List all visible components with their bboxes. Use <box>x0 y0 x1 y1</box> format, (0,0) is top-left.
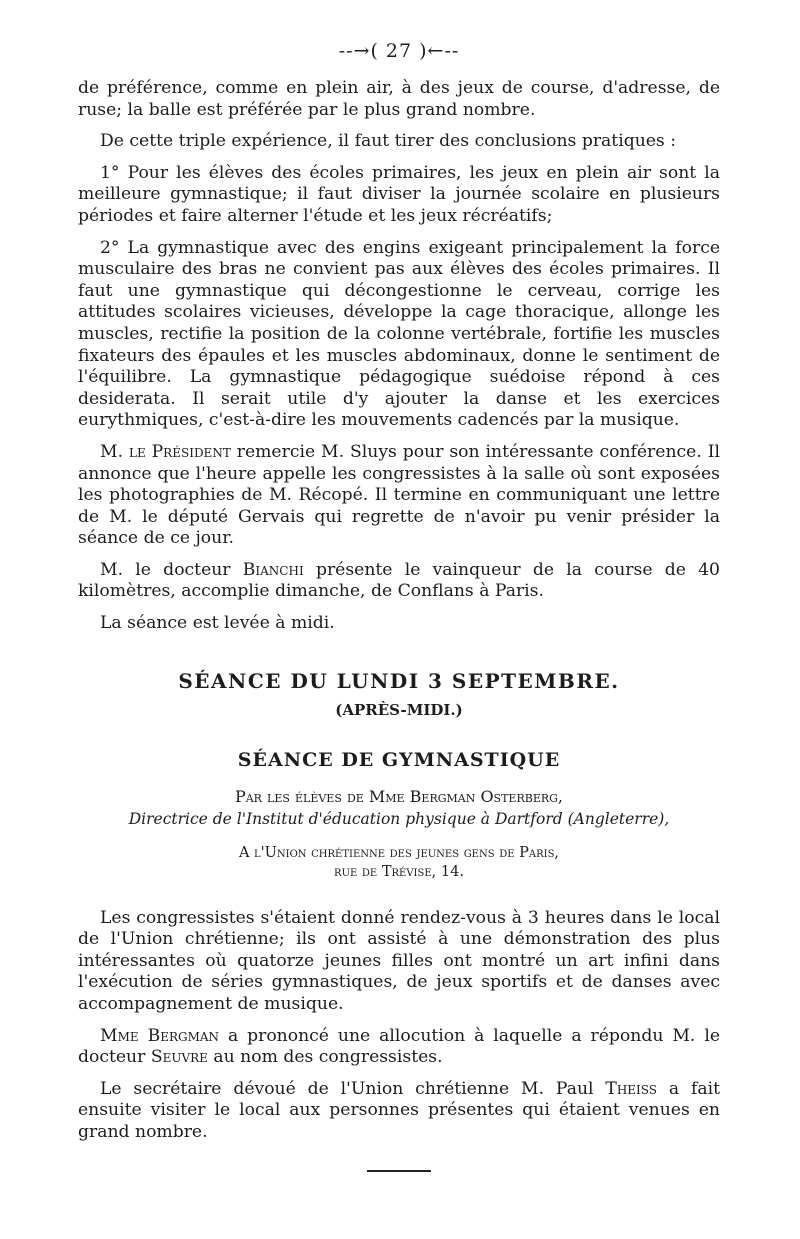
speaker-name: M. le Président <box>100 441 231 462</box>
byline-name: Mme Bergman Osterberg, <box>368 786 564 806</box>
paragraph-demonstration: Les congressistes s'étaient donné rendez-vous à 3 heures dans le local de l'Union chrétienne; ils ont assisté à une démonstration des plus intéressantes où quatorze jeunes filles ont montré un art infini dans l'exécution de séries gymnastiques, de jeux sportifs et de danses avec accompagnement de musique. <box>78 907 720 1015</box>
page <box>78 40 720 1172</box>
seuvre-name: Seuvre <box>150 1047 208 1068</box>
byline <box>78 787 720 806</box>
allocution-end: au nom des congressistes. <box>213 1047 443 1068</box>
bianchi-name: Bianchi <box>242 559 304 580</box>
bianchi-prefix: M. le docteur <box>100 559 231 580</box>
section-subtitle: (APRÈS-MIDI.) <box>335 700 463 719</box>
closing-rule <box>367 1170 431 1172</box>
paragraph-allocution <box>78 1026 720 1069</box>
paragraph-conclusion-1: 1° Pour les élèves des écoles primaires, les jeux en plein air sont la meilleure gymnastique; il faut diviser la journée scolaire en plusieurs périodes et faire alterner l'étude et les jeux récréatifs; <box>78 162 720 226</box>
paragraph-conclusion-2: 2° La gymnastique avec des engins exigeant principalement la force musculaire des bras ne convient pas aux élèves des écoles primaires. Il faut une gymnastique qui décongestionne le cerveau, corrige les attitudes scolaires vicieuses, développe la cage thoracique, allonge les muscles, rectifie la position de la colonne vertébrale, fortifie les muscles fixateurs des épaules et les muscles abdominaux, donne le sentiment de l'équilibre. La gymnastique pédagogique suédoise répond à ces desiderata. Il serait utile d'y ajouter la danse et les exercices eurythmiques, c'est-à-dire les mouvements cadencés par la musique. <box>78 237 720 431</box>
venue-line-2: rue de Trévise, 14. <box>334 863 464 880</box>
paragraph-president <box>78 442 720 550</box>
paragraph-bianchi <box>78 560 720 603</box>
theiss-name: Theiss <box>605 1078 658 1099</box>
secretary-end: a fait ensuite visiter le local aux personnes présentes qui étaient venues en grand nombre. <box>78 1078 720 1142</box>
byline-prefix: Par les élèves de <box>234 786 364 806</box>
paragraph-continuation: de préférence, comme en plein air, à des jeux de course, d'adresse, de ruse; la balle est préférée par le plus grand nombre. <box>78 78 720 120</box>
director-role: Directrice de l'Institut d'éducation physique à Dartford (Angleterre), <box>128 809 670 828</box>
bergman-name: Mme Bergman <box>100 1025 220 1046</box>
paragraph-secretary <box>78 1079 720 1144</box>
allocution-text: a prononcé une allocution à laquelle a répondu M. le docteur <box>78 1025 720 1068</box>
secretary-pre: Le secrétaire dévoué de l'Union chrétienne M. Paul <box>100 1078 594 1099</box>
paragraph-closing: La séance est levée à midi. <box>100 613 335 634</box>
section-title: SÉANCE DU LUNDI 3 SEPTEMBRE. <box>178 668 620 693</box>
venue <box>78 844 720 882</box>
venue-line-1: A l'Union chrétienne des jeunes gens de Paris, <box>238 844 560 861</box>
president-text: remercie M. Sluys pour son intéressante conférence. Il annonce que l'heure appelle les congressistes à la salle où sont exposées les photographies de M. Récopé. Il termine en communiquant une lettre de M. le député Gervais qui regrette de n'avoir pu venir présider la séance de ce jour. <box>78 441 720 549</box>
paragraph-conclusions-intro: De cette triple expérience, il faut tirer des conclusions pratiques : <box>100 131 677 152</box>
gymnastics-title: SÉANCE DE GYMNASTIQUE <box>237 748 561 771</box>
bianchi-text: présente le vainqueur de la course de 40 kilomètres, accomplie dimanche, de Conflans à Paris. <box>78 559 720 602</box>
page-number-header: --→( 27 )←-- <box>338 40 460 62</box>
